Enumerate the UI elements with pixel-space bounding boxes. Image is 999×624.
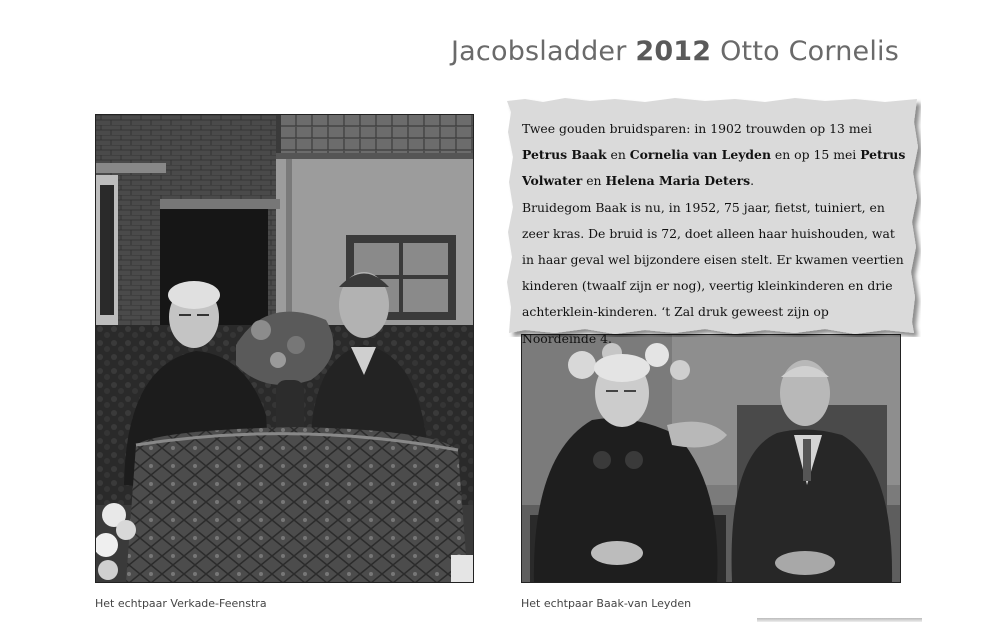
clipping-text-run: Twee gouden bruidsparen: in 1902 trouwden op 13 mei	[522, 121, 872, 136]
photo-verkade-feenstra	[95, 114, 474, 583]
photo-baak-van-leyden	[521, 334, 901, 583]
clipping-text-run: en op 15 mei	[770, 147, 861, 163]
bottom-divider	[757, 618, 922, 622]
clipping-text-run: en	[582, 173, 606, 189]
name-cornelia-van-leyden: Cornelia van Leyden	[629, 147, 771, 163]
clipping-text	[522, 116, 906, 352]
caption-verkade-feenstra: Het echtpaar Verkade-Feenstra	[95, 597, 267, 610]
caption-baak-van-leyden: Het echtpaar Baak-van Leyden	[521, 597, 692, 610]
clipping-paragraph-2: Bruidegom Baak is nu, in 1952, 75 jaar, fietst, tuiniert, en zeer kras. De bruid is 72, doet alleen haar huishouden, wat in haar geval wel bijzondere eisen stelt. Er kwamen veertien kinderen (twaalf zijn er nog), veertig kleinkinderen en drie achterklein-kinderen. ‘t Zal druk geweest zijn op Noordeinde 4.	[522, 199, 904, 346]
title-year: 2012	[635, 36, 712, 67]
name-petrus-volwater: Petrus Volwater	[522, 147, 906, 189]
name-helena-maria-deters: Helena Maria Deters	[605, 173, 751, 189]
name-petrus-baak: Petrus Baak	[522, 147, 607, 163]
clipping-paragraph-1	[522, 116, 906, 195]
title-part-1: Jacobsladder	[451, 36, 627, 67]
photo-baak-van-leyden-image	[522, 335, 900, 582]
clipping-text-run: en	[606, 147, 630, 163]
clipping-text-run: .	[750, 173, 755, 189]
newspaper-clipping	[505, 97, 921, 346]
title-part-2: Otto Cornelis	[720, 36, 899, 67]
photo-verkade-feenstra-image	[96, 115, 473, 582]
page-title	[451, 36, 899, 67]
